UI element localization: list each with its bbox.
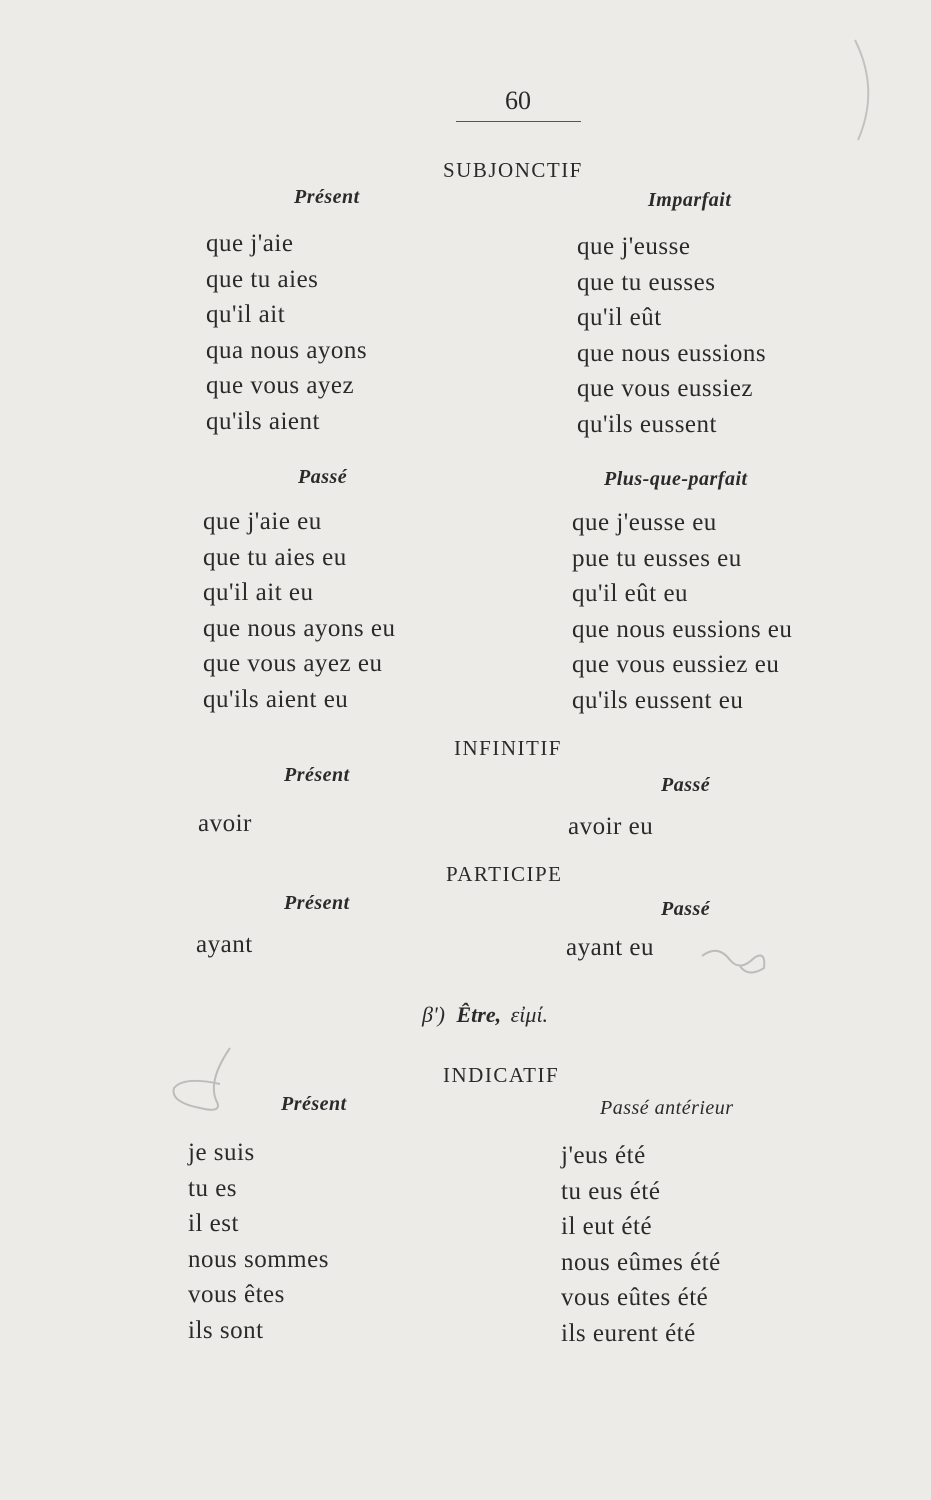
subheading-indicatif-present: Présent bbox=[281, 1093, 347, 1115]
subheading-infinitif-present: Présent bbox=[284, 764, 350, 786]
section-heading-subjonctif: SUBJONCTIF bbox=[443, 158, 583, 182]
header-rule bbox=[456, 121, 581, 122]
page-number: 60 bbox=[505, 86, 531, 115]
conjugation-line: ils eurent été bbox=[561, 1319, 696, 1347]
conjugation-line: qu'il ait bbox=[206, 301, 286, 328]
etre-greek: εἰμί. bbox=[510, 1002, 549, 1027]
pencil-annotation bbox=[160, 1040, 260, 1120]
conjugation-line: que vous ayez eu bbox=[203, 650, 383, 677]
subjonctif-plus-que-parfait-list bbox=[572, 505, 792, 718]
etre-prefix: β') bbox=[422, 1002, 445, 1027]
conjugation-line: qu'il eût bbox=[577, 304, 662, 331]
conjugation-line: qu'il ait eu bbox=[203, 579, 314, 606]
conjugation-line: vous êtes bbox=[188, 1281, 285, 1308]
conjugation-line: que tu eusses bbox=[577, 268, 716, 296]
conjugation-line: que tu aies eu bbox=[203, 543, 347, 571]
participe-passe-form: ayant eu bbox=[566, 934, 654, 961]
subheading-participe-present: Présent bbox=[284, 892, 350, 914]
conjugation-line: que vous eussiez bbox=[577, 375, 754, 402]
subjonctif-passe-list bbox=[203, 504, 396, 717]
etre-heading bbox=[422, 1002, 548, 1028]
conjugation-line: il eut été bbox=[561, 1213, 653, 1240]
subheading-present: Présent bbox=[294, 186, 360, 208]
subjonctif-imparfait-list bbox=[577, 229, 766, 442]
conjugation-line: que tu aies bbox=[206, 265, 319, 293]
indicatif-passe-anterieur-list bbox=[561, 1138, 721, 1351]
conjugation-line: que j'aie bbox=[206, 230, 294, 257]
subheading-plus-que-parfait: Plus-que-parfait bbox=[604, 468, 748, 490]
conjugation-line: que nous eussions bbox=[577, 339, 767, 367]
conjugation-line: qu'il eût eu bbox=[572, 580, 689, 607]
conjugation-line: ils sont bbox=[188, 1316, 264, 1344]
conjugation-line: tu eus été bbox=[561, 1177, 661, 1205]
infinitif-passe-form: avoir eu bbox=[568, 813, 654, 840]
conjugation-line: qu'ils eussent eu bbox=[572, 686, 744, 714]
conjugation-line: nous eûmes été bbox=[561, 1248, 721, 1276]
subheading-participe-passe: Passé bbox=[661, 898, 711, 920]
conjugation-line: nous sommes bbox=[188, 1245, 329, 1273]
infinitif-present-form: avoir bbox=[198, 810, 252, 837]
conjugation-line: que nous ayons eu bbox=[203, 614, 396, 642]
conjugation-line: que nous eussions eu bbox=[572, 615, 793, 643]
conjugation-line: vous eûtes été bbox=[561, 1284, 709, 1311]
conjugation-line: il est bbox=[188, 1210, 239, 1237]
section-heading-infinitif: INFINITIF bbox=[454, 736, 562, 760]
section-heading-indicatif: INDICATIF bbox=[443, 1063, 560, 1087]
conjugation-line: que j'eusse bbox=[577, 233, 691, 260]
subheading-infinitif-passe: Passé bbox=[661, 774, 711, 796]
conjugation-line: tu es bbox=[188, 1174, 238, 1202]
conjugation-line: qu'ils eussent bbox=[577, 410, 717, 438]
conjugation-line: qua nous ayons bbox=[206, 336, 368, 364]
conjugation-line: que vous ayez bbox=[206, 372, 355, 399]
subheading-passe: Passé bbox=[298, 466, 348, 488]
conjugation-line: qu'ils aient eu bbox=[203, 685, 349, 713]
participe-present-form: ayant bbox=[196, 931, 253, 958]
conjugation-line: que j'eusse eu bbox=[572, 509, 717, 536]
conjugation-line: que vous eussiez eu bbox=[572, 651, 780, 678]
section-heading-participe: PARTICIPE bbox=[446, 862, 563, 886]
subheading-imparfait: Imparfait bbox=[648, 189, 732, 211]
conjugation-line: que j'aie eu bbox=[203, 508, 322, 535]
conjugation-line: qu'ils aient bbox=[206, 407, 320, 435]
indicatif-present-list bbox=[188, 1135, 329, 1348]
pencil-annotation bbox=[696, 938, 776, 988]
conjugation-line: j'eus été bbox=[561, 1142, 646, 1169]
subheading-passe-anterieur: Passé antérieur bbox=[600, 1097, 734, 1119]
etre-word: Être, bbox=[456, 1002, 502, 1027]
conjugation-line: pue tu eusses eu bbox=[572, 544, 742, 572]
conjugation-line: je suis bbox=[188, 1139, 255, 1166]
subjonctif-present-list bbox=[206, 226, 367, 439]
